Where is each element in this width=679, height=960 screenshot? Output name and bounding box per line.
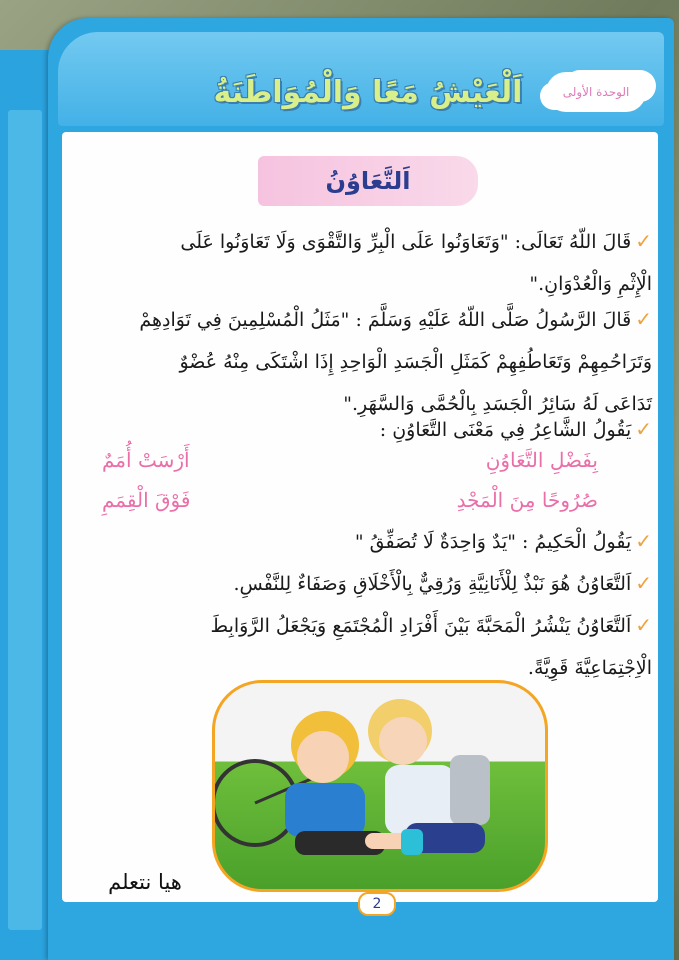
poem-verse: فَوْقَ الْقِمَمِ	[102, 488, 191, 512]
hurt-child-shoe	[401, 829, 423, 855]
helper-child-face	[379, 717, 427, 765]
check-icon: ✓	[635, 529, 652, 553]
check-icon: ✓	[635, 571, 652, 595]
lesson-title-banner	[258, 156, 478, 206]
text-line	[68, 298, 652, 341]
paragraph-wise-saying	[68, 520, 652, 563]
text-line	[68, 520, 652, 563]
lesson-title: اَلتَّعَاوُنُ	[325, 167, 411, 195]
unit-label: الوحدة الأولى	[562, 85, 630, 99]
poem-verse: أَرْسَتْ أُمَمٌ	[102, 448, 190, 472]
line-text: الْاِجْتِمَاعِيَّةَ قَوِيَّةً.	[527, 657, 652, 679]
unit-title: اَلْعَيْشُ مَعًا وَالْمُوَاطَنَةُ	[213, 75, 523, 110]
line-text: تَدَاعَى لَهُ سَائِرُ الْجَسَدِ بِالْحُمَّى وَالسَّهَرِ."	[343, 393, 652, 415]
check-icon: ✓	[635, 307, 652, 331]
line-text: يَقُولُ الْحَكِيمُ : "يَدٌ وَاحِدَةٌ لَا تُصَفِّقُ "	[354, 531, 632, 553]
line-text: الْإِثْمِ وَالْعُدْوَانِ."	[529, 273, 652, 295]
poem-row	[82, 440, 638, 480]
helping-children-illustration	[212, 680, 548, 892]
paragraph-hadith	[68, 298, 652, 425]
unit-label-cloud	[546, 72, 646, 112]
content-area	[62, 132, 658, 912]
line-text: وَتَرَاحُمِهِمْ وَتَعَاطُفِهِمْ كَمَثَلِ الْجَسَدِ الْوَاحِدِ إِذَا اشْتَكَى مِنْهُ عُضْوٌ	[179, 351, 652, 373]
hurt-child-face	[297, 731, 349, 783]
poem-row	[82, 480, 638, 520]
check-icon: ✓	[635, 229, 652, 253]
text-line	[68, 341, 652, 383]
paragraph-definition	[68, 562, 652, 605]
check-icon: ✓	[635, 613, 652, 637]
text-line	[68, 220, 652, 263]
paragraph-quran	[68, 220, 652, 305]
bottom-band	[58, 918, 664, 960]
line-text: اَلتَّعَاوُنُ هُوَ نَبْذٌ لِلْأَنَانِيَّةِ وَرُقِيٌّ بِالْأَخْلَاقِ وَصَفَاءٌ لِلنَّفْسِ.	[233, 573, 632, 595]
paragraph-benefit	[68, 604, 652, 689]
school-bag	[450, 755, 490, 825]
header-band	[58, 32, 664, 126]
poem-verse: صُرُوحًا مِنَ الْمَجْدِ	[456, 488, 598, 512]
illustration-svg	[215, 683, 545, 889]
previous-page-inner	[8, 110, 42, 930]
check-icon: ✓	[635, 417, 652, 441]
previous-page-edge	[0, 50, 53, 960]
footer-lets-learn: هيا نتعلم	[108, 870, 182, 894]
text-line	[68, 604, 652, 647]
line-text: قَالَ الرَّسُولُ صَلَّى اللّهُ عَلَيْهِ وَسَلَّمَ : "مَثَلُ الْمُسْلِمِينَ فِي تَوَادِهِمْ	[139, 309, 632, 331]
page-number: 2	[358, 892, 396, 916]
poem	[82, 440, 638, 520]
line-text: اَلتَّعَاوُنُ يَنْشُرُ الْمَحَبَّةَ بَيْنَ أَفْرَادِ الْمُجْتَمَعِ وَيَجْعَلُ الرَّوَابِطَ	[210, 615, 632, 637]
text-line	[68, 562, 652, 605]
hurt-child-shirt	[285, 783, 365, 837]
line-text: قَالَ اللّهُ تَعَالَى: "وَتَعَاوَنُوا عَلَى الْبِرِّ وَالتَّقْوَى وَلَا تَعَاوَنُوا عَلَى	[180, 231, 632, 253]
poem-verse: بِفَضْلِ التَّعَاوُنِ	[485, 448, 598, 472]
line-text: يَقُولُ الشَّاعِرُ فِي مَعْنَى التَّعَاوُنِ :	[379, 419, 632, 441]
